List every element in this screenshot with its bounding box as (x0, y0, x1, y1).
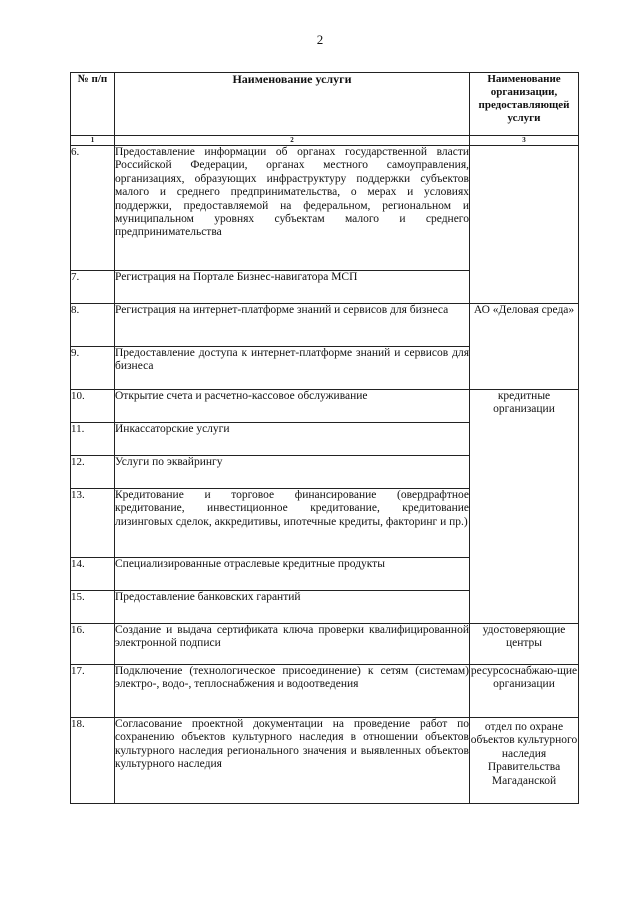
row-number: 13. (71, 489, 115, 558)
row-number: 7. (71, 271, 115, 304)
table-row (71, 146, 579, 271)
column-number: 2 (115, 136, 470, 146)
column-number-row (71, 136, 579, 146)
service-name: Регистрация на Портале Бизнес-навигатора МСП (115, 271, 470, 304)
column-number: 3 (470, 136, 579, 146)
row-number: 11. (71, 423, 115, 456)
page-number: 2 (316, 32, 324, 47)
row-number: 10. (71, 390, 115, 423)
service-name: Кредитование и торговое финансирование (овердрафтное кредитование, инвестиционное кредитование, кредитование лизинговых сделок, аккредитивы, ипотечные кредиты, факторинг и пр.) (115, 489, 470, 558)
organization-name: отдел по охране объектов культурного наследия Правительства Магаданской (470, 718, 579, 804)
service-name: Предоставление информации об органах государственной власти Российской Федерации, органах местного самоуправления, организациях, образующих инфраструктуру поддержки субъектов малого и среднего предпринимательства, о мерах и условиях поддержки, предоставляемой на федеральном, региональном и муниципальном уровнях субъектам малого и среднего предпринимательства (115, 146, 470, 271)
header-number: № п/п (71, 73, 115, 136)
header-service-name: Наименование услуги (115, 73, 470, 136)
table-row (71, 624, 579, 665)
organization-name: ресурсоснабжаю-щие организации (470, 665, 579, 718)
service-name: Регистрация на интернет-платформе знаний и сервисов для бизнеса (115, 304, 470, 347)
service-name: Открытие счета и расчетно-кассовое обслуживание (115, 390, 470, 423)
service-name: Подключение (технологическое присоединение) к сетям (системам) электро-, водо-, теплоснабжения и водоотведения (115, 665, 470, 718)
service-name: Специализированные отраслевые кредитные продукты (115, 558, 470, 591)
row-number: 12. (71, 456, 115, 489)
services-table (70, 72, 579, 804)
table-row (71, 718, 579, 804)
row-number: 14. (71, 558, 115, 591)
service-name: Создание и выдача сертификата ключа проверки квалифицированной электронной подписи (115, 624, 470, 665)
table-row (71, 665, 579, 718)
table-row (71, 304, 579, 347)
organization-cell-empty (470, 146, 579, 304)
row-number: 17. (71, 665, 115, 718)
row-number: 15. (71, 591, 115, 624)
header-organization: Наименование организации, предоставляющей услуги (470, 73, 579, 136)
table-header-row (71, 73, 579, 136)
row-number: 9. (71, 347, 115, 390)
service-name: Услуги по эквайрингу (115, 456, 470, 489)
organization-name: удостоверяющие центры (470, 624, 579, 665)
row-number: 6. (71, 146, 115, 271)
row-number: 18. (71, 718, 115, 804)
table-row (71, 390, 579, 423)
column-number: 1 (71, 136, 115, 146)
service-name: Согласование проектной документации на проведение работ по сохранению объектов культурного наследия в отношении объектов культурного наследия регионального значения и выявленных объектов культурного наследия (115, 718, 470, 804)
service-name: Инкассаторские услуги (115, 423, 470, 456)
row-number: 8. (71, 304, 115, 347)
organization-name: АО «Деловая среда» (470, 304, 579, 390)
row-number: 16. (71, 624, 115, 665)
service-name: Предоставление банковских гарантий (115, 591, 470, 624)
organization-name: кредитные организации (470, 390, 579, 624)
service-name: Предоставление доступа к интернет-платформе знаний и сервисов для бизнеса (115, 347, 470, 390)
